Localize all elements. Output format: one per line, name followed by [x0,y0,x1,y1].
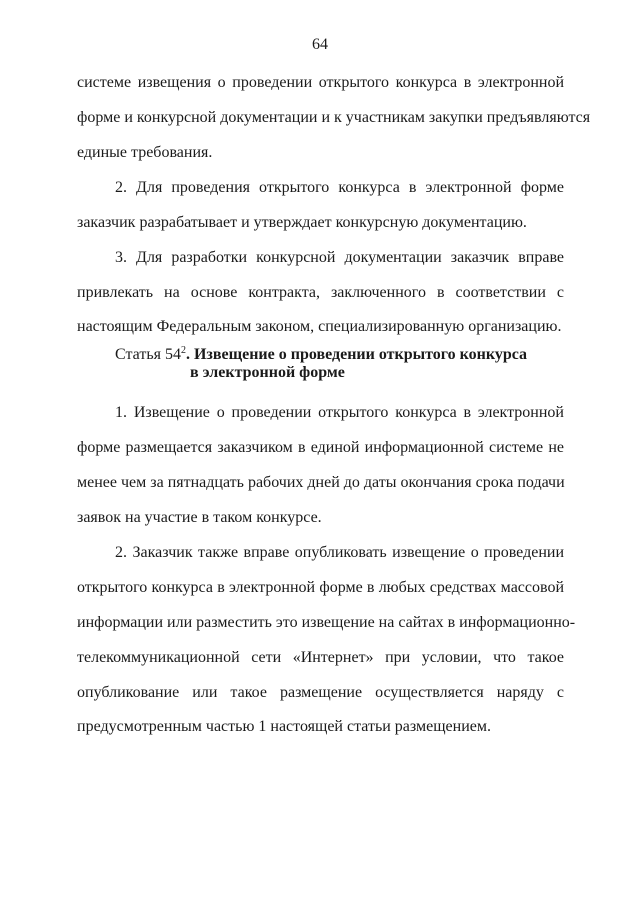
page-number: 64 [312,36,328,53]
text-line: форме размещается заказчиком в единой информационной системе не [77,439,564,456]
article-number: Статья 54 [115,346,181,363]
text-line: опубликование или такое размещение осуществляется наряду с [77,684,564,701]
article-title: . Извещение о проведении открытого конкурса [185,346,528,363]
article-heading [115,346,527,382]
text-line: телекоммуникационной сети «Интернет» при условии, что такое [77,649,564,666]
text-line: менее чем за пятнадцать рабочих дней до даты окончания срока подачи [77,474,565,491]
text-line: системе извещения о проведении открытого конкурса в электронной [77,74,564,91]
text-line: открытого конкурса в электронной форме в любых средствах массовой [77,579,564,596]
text-line: настоящим Федеральным законом, специализированную организацию. [77,318,562,335]
text-line: привлекать на основе контракта, заключенного в соответствии с [77,284,564,301]
text-line: заказчик разрабатывает и утверждает конкурсную документацию. [77,214,527,231]
text-line: форме и конкурсной документации и к участникам закупки предъявляются [77,109,591,126]
text-line: 2. Заказчик также вправе опубликовать извещение о проведении [115,544,564,561]
text-line: заявок на участие в таком конкурсе. [77,509,322,526]
text-line: информации или разместить это извещение на сайтах в информационно- [77,614,576,631]
text-line: 1. Извещение о проведении открытого конкурса в электронной [115,404,564,421]
text-line: единые требования. [77,144,213,161]
text-line: 3. Для разработки конкурсной документации заказчик вправе [115,249,564,266]
text-line: предусмотренным частью 1 настоящей статьи размещением. [77,718,491,735]
article-superscript: 2 [180,345,186,356]
article-title-continued: в электронной форме [190,364,345,381]
text-line: 2. Для проведения открытого конкурса в электронной форме [115,179,564,196]
